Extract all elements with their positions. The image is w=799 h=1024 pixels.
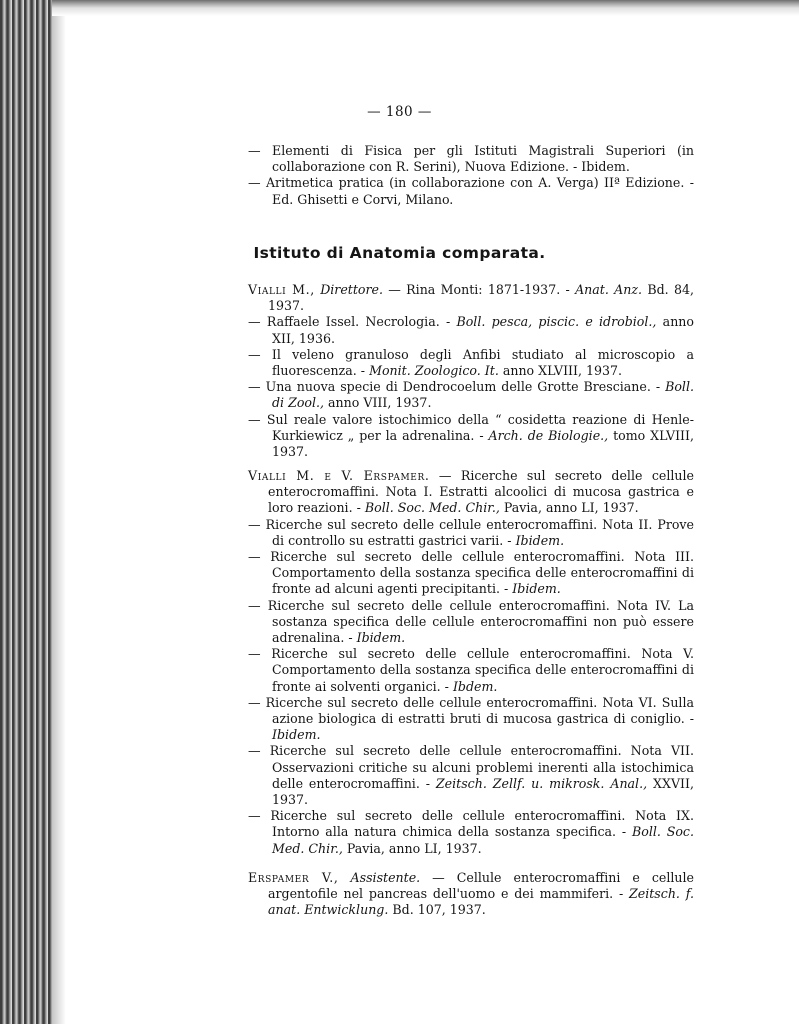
bibliography-entry: [248, 517, 694, 549]
journal-name: Anat. Anz.: [575, 282, 643, 297]
entry-tail: anno VIII, 1937.: [324, 395, 432, 411]
entry-tail: anno XII, 1936.: [272, 314, 694, 346]
entry-text: — Ricerche sul secreto delle cellule enterocromaffini. Nota V. Comportamento della sostanza specifica delle enterocromaffini di fronte ai solventi organici. -: [248, 646, 694, 694]
intro-entry: — Elementi di Fisica per gli Istituti Magistrali Superiori (in collaborazione con R. Serini), Nuova Edizione. - Ibidem.: [248, 143, 694, 175]
erspamer-first-entry: [248, 870, 694, 919]
entry-text: — Ricerche sul secreto delle cellule enterocromaffini. Nota IV. La sostanza specifica delle cellule enterocromaffini non può essere adrenalina. -: [248, 597, 694, 646]
entry-text: — Raffaele Issel. Necrologia. -: [248, 314, 457, 330]
entry-text: — Ricerche sul secreto delle cellule enterocromaffini. Nota IX. Intorno alla natura chimica della sostanza specifica. -: [248, 808, 694, 840]
entry-text: — Ricerche sul secreto delle cellule enterocromaffini. Nota II. Prove di controllo su estratti gastrici varii. -: [248, 516, 694, 548]
entry-tail: Pavia, anno LI, 1937.: [342, 840, 482, 856]
bibliography-entry: [248, 347, 694, 379]
author-role: Assistente.: [350, 870, 421, 885]
entry-tail: XXVII, 1937.: [272, 775, 694, 808]
erspamer-group: [248, 870, 694, 919]
entry-text: — Cellule enterocromaffini e cellule argentofile nel pancreas dell'uomo e dei mammiferi. -: [268, 870, 694, 902]
section-heading: Istituto di Anatomia comparata.: [253, 244, 546, 262]
intro-block: [248, 143, 694, 208]
entry-tail: Pavia, anno LI, 1937.: [499, 500, 639, 516]
entry-text: — Ricerche sul secreto delle cellule enterocromaffini. Nota III. Comportamento della sostanza specifica delle enterocromaffini di fronte ad alcuni agenti precipitanti. -: [248, 549, 694, 597]
author-name: Vialli M.,: [248, 282, 315, 297]
journal-name: Ibidem.: [272, 727, 321, 743]
entry-text: — Rina Monti: 1871-1937. -: [382, 282, 576, 297]
journal-name: Monit. Zoologico. It.: [369, 363, 499, 379]
bibliography-entry: [248, 646, 694, 695]
vialli-group: [248, 282, 694, 460]
entry-text: — Una nuova specie di Dendrocoelum delle Grotte Bresciane. -: [248, 379, 666, 395]
entry-tail: tomo XLVIII, 1937.: [272, 427, 694, 460]
journal-name: Boll. di Zool.,: [272, 379, 694, 411]
journal-name: Ibidem.: [356, 630, 406, 646]
entry-tail: Bd. 107, 1937.: [388, 902, 486, 918]
journal-name: Boll. Soc. Med. Chir.,: [364, 500, 500, 516]
entry-text: — Ricerche sul secreto delle cellule enterocromaffini. Nota VI. Sulla azione biologica di estratti bruti di mucosa gastrica di coniglio. -: [248, 694, 694, 727]
bibliography-entry: [248, 695, 694, 744]
author-name: Vialli M. e V. Erspamer.: [248, 468, 430, 483]
entry-tail: anno XLVIII, 1937.: [498, 363, 623, 379]
journal-name: Boll. pesca, piscic. e idrobiol.,: [456, 314, 657, 330]
bibliography-entry: [248, 412, 694, 461]
journal-name: Ibidem.: [512, 581, 561, 597]
bibliography-entry: [248, 549, 694, 598]
bibliography-entry: [248, 808, 694, 857]
journal-name: Boll. Soc. Med. Chir.,: [272, 824, 694, 856]
entry-text: — Il veleno granuloso degli Anfibi studiato al microscopio a fluorescenza. -: [248, 346, 694, 379]
author-name: Erspamer V.,: [248, 870, 339, 885]
journal-name: Arch. de Biologie.,: [488, 427, 609, 443]
entry-text: — Sul reale valore istochimico della “ cosidetta reazione di Henle-Kurkiewicz „ per la adrenalina. -: [248, 411, 694, 443]
author-role: Direttore.: [320, 282, 383, 297]
entry-text: — Ricerche sul secreto delle cellule enterocromaffini. Nota VII. Osservazioni critiche su alcuni problemi inerenti alla istochimica delle enterocromaffini. -: [248, 743, 694, 791]
journal-name: Zeitsch. Zellf. u. mikrosk. Anal.,: [435, 775, 648, 791]
bibliography-entry: [248, 743, 694, 808]
vialli-first-entry: [248, 282, 694, 314]
bibliography-entry: [248, 379, 694, 411]
journal-name: Ibdem.: [452, 678, 498, 694]
journal-name: Ibidem.: [515, 532, 565, 548]
page-number: — 180 —: [367, 104, 432, 120]
bibliography-entry: [248, 598, 694, 647]
bibliography-entry: [248, 314, 694, 346]
entry-tail: Bd. 84, 1937.: [268, 282, 694, 314]
journal-name: Zeitsch. f. anat. Entwicklung.: [268, 886, 694, 918]
vialli-erspamer-group: [248, 468, 694, 857]
vialli-erspamer-first-entry: [248, 468, 694, 517]
entry-text: — Ricerche sul secreto delle cellule enterocromaffini. Nota I. Estratti alcoolici di mucosa gastrica e loro reazioni. -: [268, 468, 694, 516]
intro-entry: — Aritmetica pratica (in collaborazione con A. Verga) IIª Edizione. - Ed. Ghisetti e Corvi, Milano.: [248, 175, 694, 207]
